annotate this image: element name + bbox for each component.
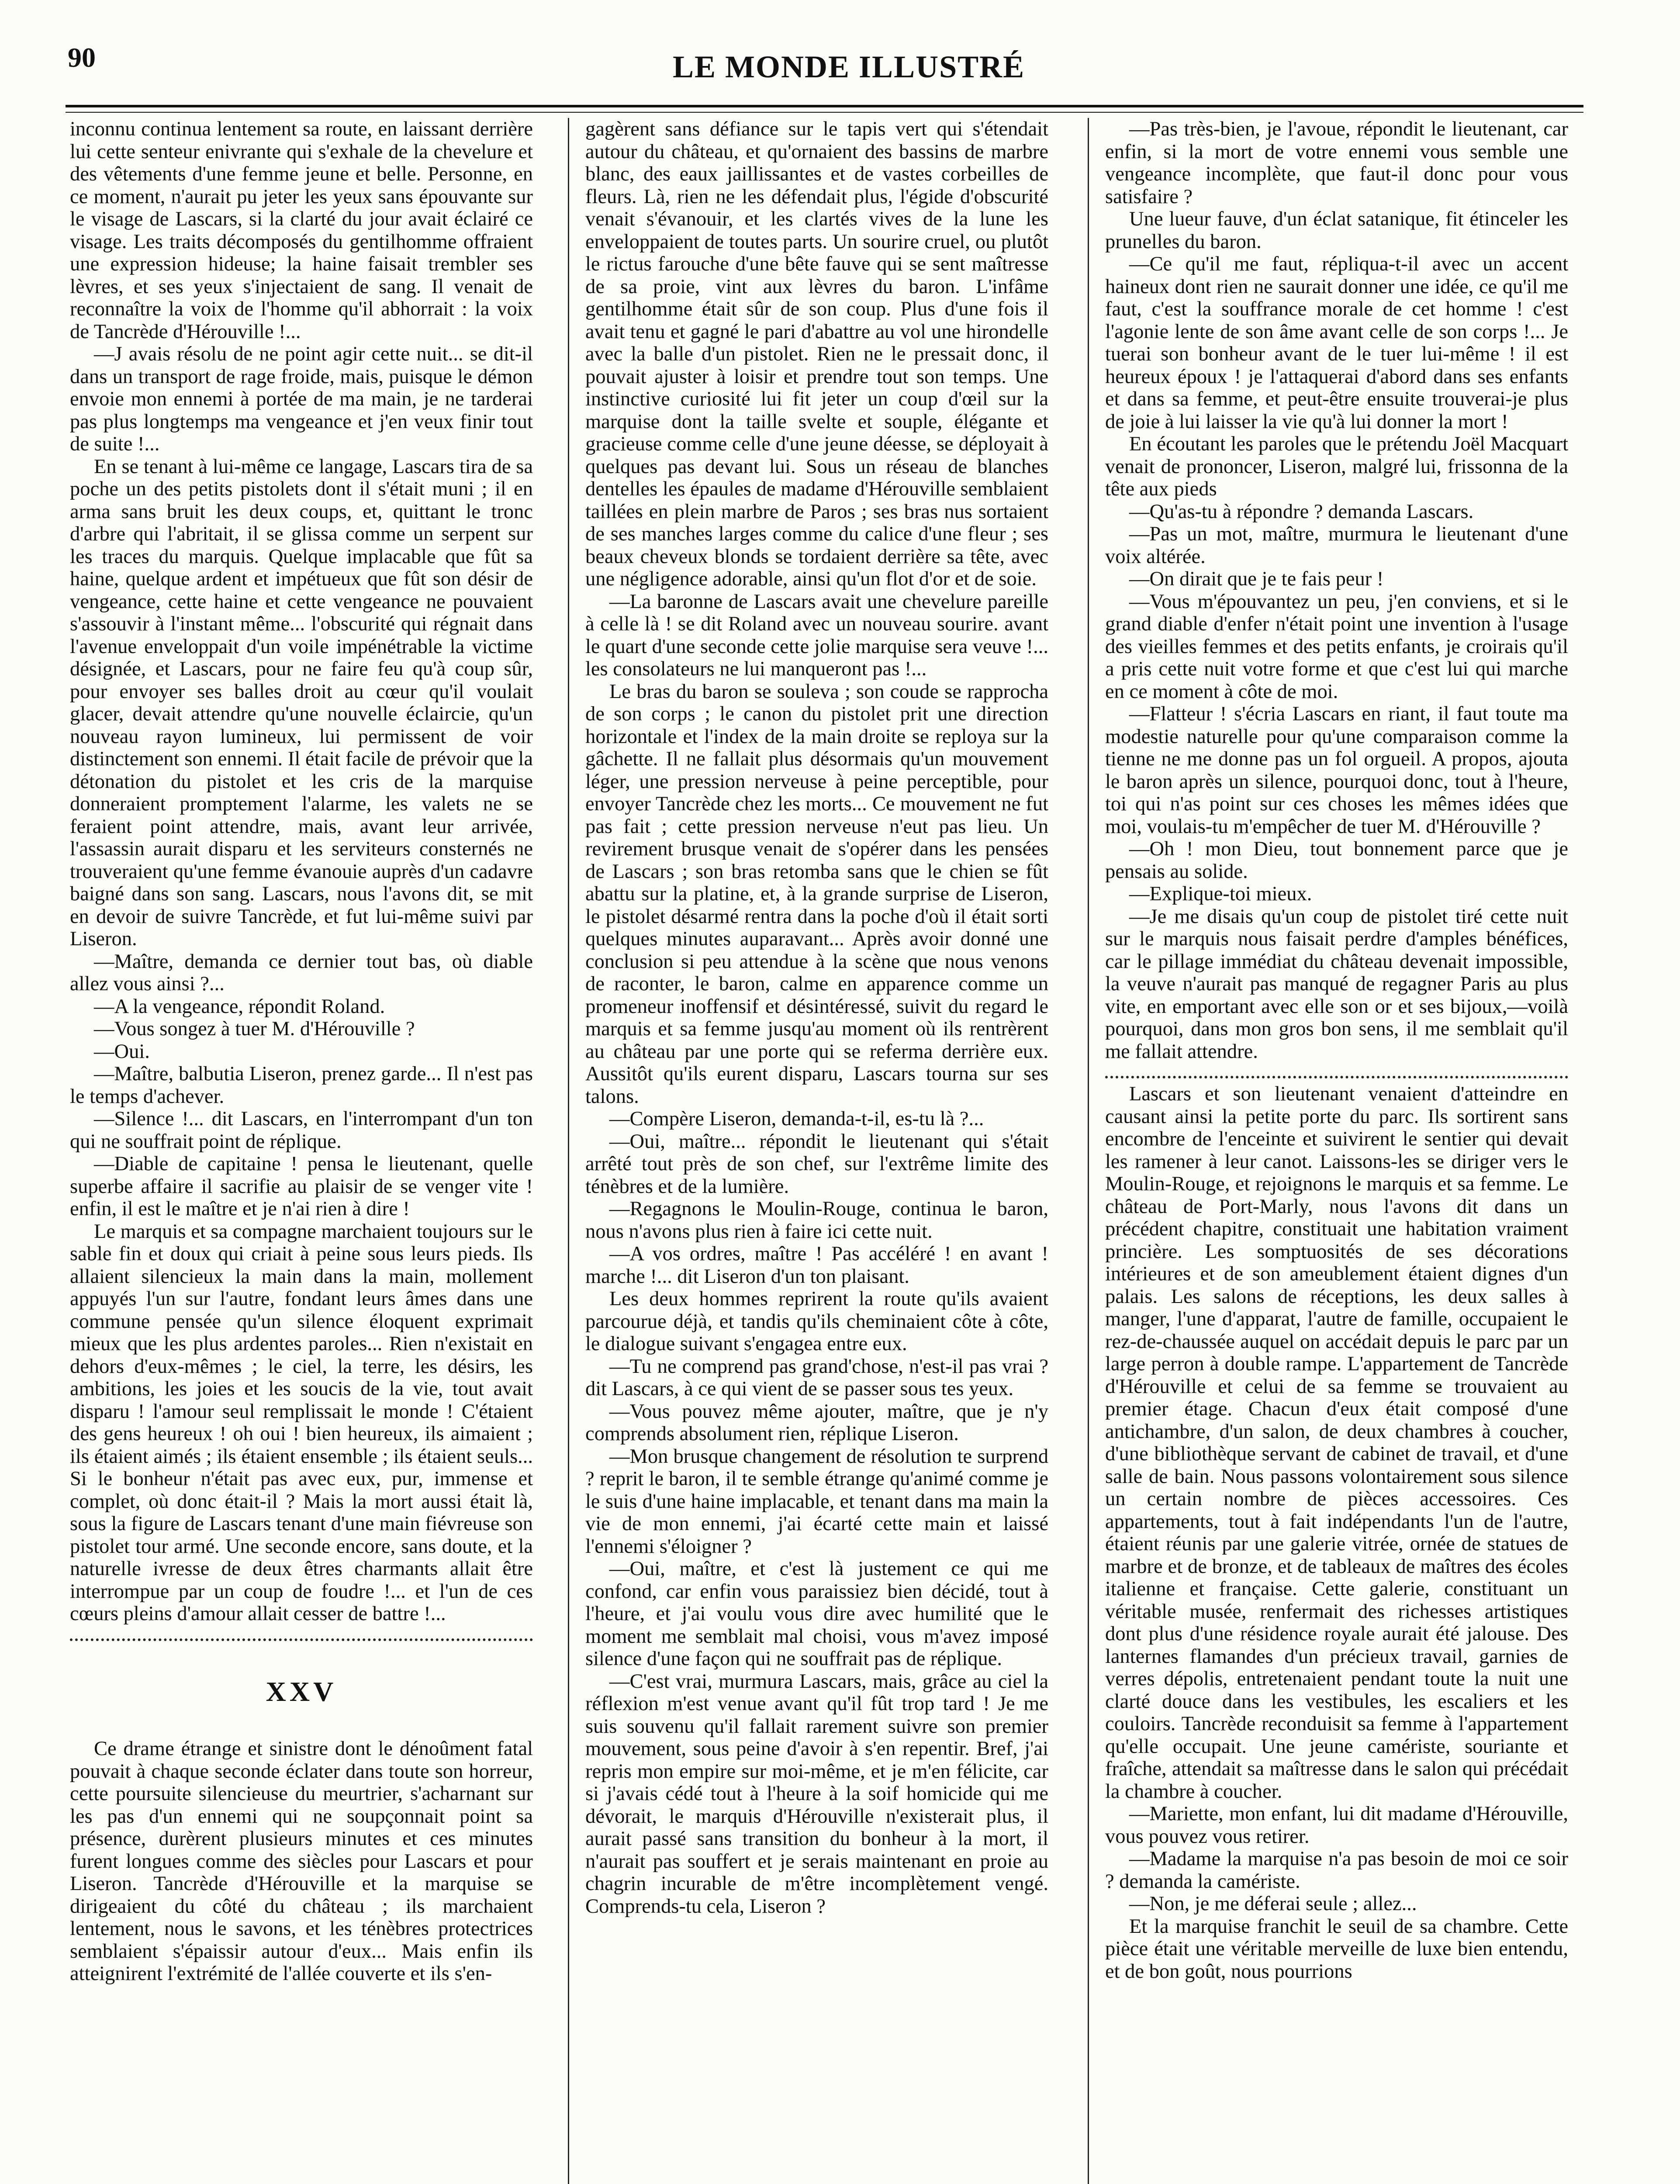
paragraph: —Tu ne comprend pas grand'chose, n'est-il pas vrai ? dit Lascars, à ce qui vient de se passer sous tes yeux. — [585, 1355, 1048, 1400]
chapter-heading: XXV — [266, 1676, 337, 1707]
paragraph: —Qu'as-tu à répondre ? demanda Lascars. — [1129, 500, 1474, 523]
paragraph: —C'est vrai, murmura Lascars, mais, grâce au ciel la réflexion m'est venue avant qu'il fût trop tard ! Je me suis souvenu qu'il fallait rarement suivre son premier mouvement, sous peine d'avoir à s'en repentir. Bref, j'ai repris mon empire sur moi-même, et je m'en félicite, car si j'avais cédé tout à l'heure à la soif homicide qui me dévorait, le marquis d'Hérouville n'existerait plus, il aurait passé sans transition du bonheur à la mort, il n'aurait pas souffert et je serais maintenant en proie au chagrin incurable de m'être incomplètement vengé. Comprends-tu cela, Liseron ? — [585, 1670, 1048, 1918]
paragraph: Le bras du baron se souleva ; son coude se rapprocha de son corps ; le canon du pistolet prit une direction horizontale et l'index de la main droite se reploya sur la gâchette. Il ne fallait plus désormais qu'un mouvement léger, une pression nerveuse à peine perceptible, pour envoyer Tancrède chez les morts... Ce mouvement ne fut pas fait ; cette pression nerveuse n'eut pas lieu. Un revirement brusque venait de s'opérer dans les pensées de Lascars ; son bras retomba sans que le chien se fût abattu sur la platine, et, à la grande surprise de Liseron, le pistolet désarmé rentra dans la poche d'où il était sorti quelques minutes auparavant... Après avoir donné une conclusion si peu attendue à la scène que nous venons de raconter, le baron, calme en apparence comme un promeneur inoffensif et désintéressé, suivit du regard le marquis et sa femme jusqu'au moment où ils rentrèrent au château par une porte qui se referma derrière eux. Aussitôt qu'ils eurent disparu, Lascars tourna sur ses talons. — [585, 680, 1048, 1108]
paragraph: En se tenant à lui-même ce langage, Lascars tira de sa poche un des petits pistolets dont il s'était muni ; il en arma sans bruit les deux coups, et, quittant le tronc d'arbre qui l'abritait, il se glissa comme un serpent sur les traces du marquis. Quelque implacable que fût sa haine, quelque ardent et impétueux que fût son désir de vengeance, cette haine et cette vengeance ne pouvaient s'assouvir à l'instant même... l'obscurité qui régnait dans l'avenue enveloppait d'un voile impénétrable la victime désignée, et Lascars, pour ne faire feu qu'à coup sûr, pour envoyer ses balles droit au cœur qu'il voulait glacer, devait attendre qu'une nouvelle éclaircie, qu'un nouveau rayon lumineux, lui permissent de voir distinctement son ennemi. Il était facile de prévoir que la détonation du pistolet et les cris de la marquise donneraient promptement l'alarme, les valets ne se feraient point attendre, mais, avant leur arrivée, l'assassin aurait disparu et les serviteurs consternés ne trouveraient qu'une femme évanouie auprès d'un cadavre baigné dans son sang. Lascars, nous l'avons dit, se mit en devoir de suivre Tancrède, et fut lui-même suivi par Liseron. — [70, 455, 533, 950]
paragraph: —Silence !... dit Lascars, en l'interrompant d'un ton qui ne souffrait point de réplique. — [70, 1108, 533, 1153]
paragraph: Ce drame étrange et sinistre dont le dénoûment fatal pouvait à chaque seconde éclater dans toute son horreur, cette poursuite silencieuse du meurtrier, s'acharnant sur les pas d'un ennemi qui ne soupçonnait point sa présence, durèrent plusieurs minutes et ces minutes furent longues comme des siècles pour Lascars et pour Liseron. Tancrède d'Hérouville et la marquise se dirigeaient du côté du château ; ils marchaient lentement, nous le savons, et les ténèbres protectrices semblaient s'épaissir autour d'eux... Mais enfin ils atteignirent l'extrémité de l'allée couverte et ils s'en- — [70, 1738, 533, 1985]
paragraph: —A la vengeance, répondit Roland. — [94, 995, 385, 1018]
paragraph: En écoutant les paroles que le prétendu Joël Macquart venait de prononcer, Liseron, malgré lui, frissonna de la tête aux pieds — [1105, 433, 1568, 500]
column-separator — [568, 118, 569, 2184]
paragraph: —Maître, demanda ce dernier tout bas, où diable allez vous ainsi ?... — [70, 950, 533, 995]
paragraph: —Mon brusque changement de résolution te surprend ? reprit le baron, il te semble étrange qu'animé comme je le suis d'une haine implacable, et tenant dans ma main la vie de mon ennemi, j'ai écarté cette main et laissé l'ennemi s'éloigner ? — [585, 1445, 1048, 1558]
paragraph: —Diable de capitaine ! pensa le lieutenant, quelle superbe affaire il sacrifie au plaisir de se venger vite ! enfin, il est le maître et je n'ai rien à dire ! — [70, 1153, 533, 1220]
page-number: 90 — [68, 42, 96, 73]
paragraph: Une lueur fauve, d'un éclat satanique, fit étinceler les prunelles du baron. — [1105, 208, 1568, 253]
paragraph: —Non, je me déferai seule ; allez... — [1129, 1893, 1417, 1915]
text-column-1 — [70, 118, 533, 2184]
paragraph: —Vous songez à tuer M. d'Hérouville ? — [94, 1018, 415, 1040]
paragraph: —J avais résolu de ne point agir cette nuit... se dit-il dans un transport de rage froide, mais, puisque le démon envoie mon ennemi à portée de ma main, je ne tarderai pas plus longtemps ma vengeance et j'en veux finir tout de suite !... — [70, 343, 533, 455]
paragraph: —Vous m'épouvantez un peu, j'en conviens, et si le grand diable d'enfer n'était point une invention à l'usage des vieilles femmes et des petits enfants, je croirais qu'il a pris cette nuit votre forme et que c'est lui qui marche en ce moment à côte de moi. — [1105, 590, 1568, 703]
paragraph: —Madame la marquise n'a pas besoin de moi ce soir ? demanda la camériste. — [1105, 1848, 1568, 1893]
paragraph: —Pas un mot, maître, murmura le lieutenant d'une voix altérée. — [1105, 523, 1568, 568]
paragraph: —Maître, balbutia Liseron, prenez garde... Il n'est pas le temps d'achever. — [70, 1063, 533, 1108]
paragraph: Lascars et son lieutenant venaient d'atteindre en causant ainsi la petite porte du parc. Ils sortirent sans encombre de l'enceinte et suivirent le sentier qui devait les ramener à leur canot. Laissons-les se diriger vers le Moulin-Rouge, et rejoignons le marquis et sa femme. Le château de Port-Marly, nous l'avons dit dans un précédent chapitre, constituait une habitation vraiment princière. Les somptuosités de ses décorations intérieures et de son ameublement étaient dignes d'un palais. Les salons de réceptions, les deux salles à manger, l'une d'apparat, l'autre de famille, occupaient le rez-de-chaussée auquel on accédait depuis le parc par un large perron à double rampe. L'appartement de Tancrède d'Hérouville et celui de sa femme se trouvaient au premier étage. Chacun d'eux était composé d'une antichambre, d'un salon, de deux chambres à coucher, d'une bibliothèque servant de cabinet de travail, et d'une salle de bain. Nous passons volontairement sous silence un certain nombre de pièces accessoires. Ces appartements, tout à fait indépendants l'un de l'autre, étaient réunis par une galerie vitrée, ornée de statues de marbre et de bronze, et de tableaux de maîtres des écoles italienne et française. Cette galerie, constituant un véritable musée, renfermait des richesses artistiques dont plus d'une résidence royale aurait été jalouse. Des lanternes flamandes d'un précieux travail, garnies de verres dépolis, entretenaient pendant toute la nuit une clarté douce dans les vestibules, les escaliers et les couloirs. Tancrède reconduisit sa femme à l'appartement qu'elle occupait. Une jeune camériste, souriante et fraîche, attendait sa maîtresse dans le salon qui précédait la chambre à coucher. — [1105, 1083, 1568, 1803]
paragraph: —Ce qu'il me faut, répliqua-t-il avec un accent haineux dont rien ne saurait donner une idée, ce qu'il me faut, c'est la souffrance morale de cet homme ! c'est l'agonie lente de son âme avant celle de son corps !... Je tuerai son bonheur avant de le tuer lui-même ! il est heureux époux ! je l'attaquerai d'abord dans ses enfants et dans sa femme, et peut-être ensuite trouverai-je plus de joie à lui laisser la vie qu'à lui donner la mort ! — [1105, 253, 1568, 433]
column-separator — [1088, 118, 1089, 2184]
paragraph: —Explique-toi mieux. — [1129, 883, 1312, 905]
paragraph: —Je me disais qu'un coup de pistolet tiré cette nuit sur le marquis nous faisait perdre d'amples bénéfices, car le pillage immédiat du château devenait impossible, la veuve n'aurait pas manqué de regagner Paris au plus vite, en emportant avec elle son or et ses bijoux,—voilà pourquoi, dans mon gros bon sens, il me semblait qu'il me fallait attendre. — [1105, 905, 1568, 1063]
paragraph: —Oui. — [94, 1040, 150, 1063]
paragraph: Le marquis et sa compagne marchaient toujours sur le sable fin et doux qui criait à peine sous leurs pieds. Ils allaient silencieux la main dans la main, mollement appuyés l'un sur l'autre, fondant leurs âmes dans une commune pensée qu'un silence éloquent exprimait mieux que les plus ardentes paroles... Rien n'existait en dehors d'eux-mêmes ; le ciel, la terre, les désirs, les ambitions, les joies et les soucis de la vie, tout avait disparu ! l'amour seul remplissait le monde ! C'étaient des gens heureux ! oh oui ! bien heureux, ils aimaient ; ils étaient aimés ; ils étaient ensemble ; ils étaient seuls... Si le bonheur n'était pas avec eux, pur, immense et complet, où donc était-il ? Mais la mort aussi était là, sous la figure de Lascars tenant d'une main fiévreuse son pistolet tour armé. Une seconde encore, sans doute, et la naturelle ivresse de deux êtres charmants allait être interrompue par un coup de foudre !... et l'un de ces cœurs pleins d'amour allait cesser de battre !... — [70, 1220, 533, 1625]
header-rule-thin — [66, 112, 1583, 113]
paragraph: —Oui, maître, et c'est là justement ce qui me confond, car enfin vous paraissiez bien décidé, tout à l'heure, et j'ai voulu vous dire avec humilité que le moment me semblait mal choisi, vous m'avez imposé silence d'une façon qui ne souffrait pas de réplique. — [585, 1558, 1048, 1670]
paragraph: gagèrent sans défiance sur le tapis vert qui s'étendait autour du château, et qu'ornaient des bassins de marbre blanc, des eaux jaillissantes et de vastes corbeilles de fleurs. Là, rien ne les défendait plus, l'égide d'obscurité venait s'évanouir, et les clartés vives de la lune les enveloppaient de toutes parts. Un sourire cruel, ou plutôt le rictus farouche d'une bête fauve qui se sent maîtresse de sa proie, vint aux lèvres du baron. L'infâme gentilhomme était sûr de son coup. Plus d'une fois il avait tenu et gagné le pari d'abattre au vol une hirondelle avec la balle d'un pistolet. Rien ne le pressait donc, il pouvait ajuster à loisir et prendre tout son temps. Une instinctive curiosité lui fit jeter un coup d'œil sur la marquise dont la taille svelte et souple, élégante et gracieuse comme celle d'une jeune déesse, se déployait à quelques pas devant lui. Sous un réseau de blanches dentelles les épaules de madame d'Hérouville semblaient taillées en plein marbre de Paros ; ses bras nus sortaient de ses manches larges comme du calice d'une fleur ; ses beaux cheveux blonds se tordaient derrière sa tête, avec une négligence adorable, ainsi qu'un flot d'or et de soie. — [585, 118, 1048, 590]
dotted-separator — [70, 1638, 533, 1641]
text-column-3 — [1105, 118, 1568, 2184]
paragraph: —On dirait que je te fais peur ! — [1129, 568, 1384, 590]
paragraph: —A vos ordres, maître ! Pas accéléré ! en avant ! marche !... dit Liseron d'un ton plaisant. — [585, 1243, 1048, 1288]
header-rule — [66, 105, 1583, 107]
paragraph: —Regagnons le Moulin-Rouge, continua le baron, nous n'avons plus rien à faire ici cette nuit. — [585, 1198, 1048, 1243]
text-column-2 — [585, 118, 1048, 2184]
paragraph: —La baronne de Lascars avait une chevelure pareille à celle là ! se dit Roland avec un nouveau sourire. avant le quart d'une seconde cette jolie marquise sera veuve !... les consolateurs ne lui manqueront pas !... — [585, 590, 1048, 680]
paragraph: —Oh ! mon Dieu, tout bonnement parce que je pensais au solide. — [1105, 838, 1568, 883]
paragraph: —Oui, maître... répondit le lieutenant qui s'était arrêté tout près de son chef, sur l'extrême limite des ténèbres et de la lumière. — [585, 1130, 1048, 1198]
paragraph: Et la marquise franchit le seuil de sa chambre. Cette pièce était une véritable merveille de luxe bien entendu, et de bon goût, nous pourrions — [1105, 1915, 1568, 1983]
paragraph: —Compère Liseron, demanda-t-il, es-tu là ?... — [609, 1108, 984, 1130]
paragraph: Les deux hommes reprirent la route qu'ils avaient parcourue déjà, et tandis qu'ils cheminaient côte à côte, le dialogue suivant s'engagea entre eux. — [585, 1288, 1048, 1355]
masthead-title: LE MONDE ILLUSTRÉ — [673, 49, 1025, 84]
dotted-separator — [1105, 1076, 1568, 1078]
paragraph: —Mariette, mon enfant, lui dit madame d'Hérouville, vous pouvez vous retirer. — [1105, 1803, 1568, 1848]
paragraph: —Vous pouvez même ajouter, maître, que je n'y comprends absolument rien, réplique Liseron. — [585, 1400, 1048, 1445]
paragraph: —Pas très-bien, je l'avoue, répondit le lieutenant, car enfin, si la mort de votre ennemi vous semble une vengeance incomplète, que faut-il donc pour vous satisfaire ? — [1105, 118, 1568, 208]
paragraph: inconnu continua lentement sa route, en laissant derrière lui cette senteur enivrante qui s'exhale de la chevelure et des vêtements d'une femme jeune et belle. Personne, en ce moment, n'aurait pu jeter les yeux sans épouvante sur le visage de Lascars, si la clarté du jour avait éclairé ce visage. Les traits décomposés du gentilhomme offraient une expression hideuse; la haine faisait trembler ses lèvres, et ses yeux s'injectaient de sang. Il venait de reconnaître la voix de l'homme qu'il abhorrait : la voix de Tancrède d'Hérouville !... — [70, 118, 533, 343]
paragraph: —Flatteur ! s'écria Lascars en riant, il faut toute ma modestie naturelle pour qu'une comparaison comme la tienne ne me donne pas un fol orgueil. A propos, ajouta le baron après un silence, pourquoi donc, tout à l'heure, toi qui n'as point sur ces choses les mêmes idées que moi, voulais-tu m'empêcher de tuer M. d'Hérouville ? — [1105, 703, 1568, 838]
